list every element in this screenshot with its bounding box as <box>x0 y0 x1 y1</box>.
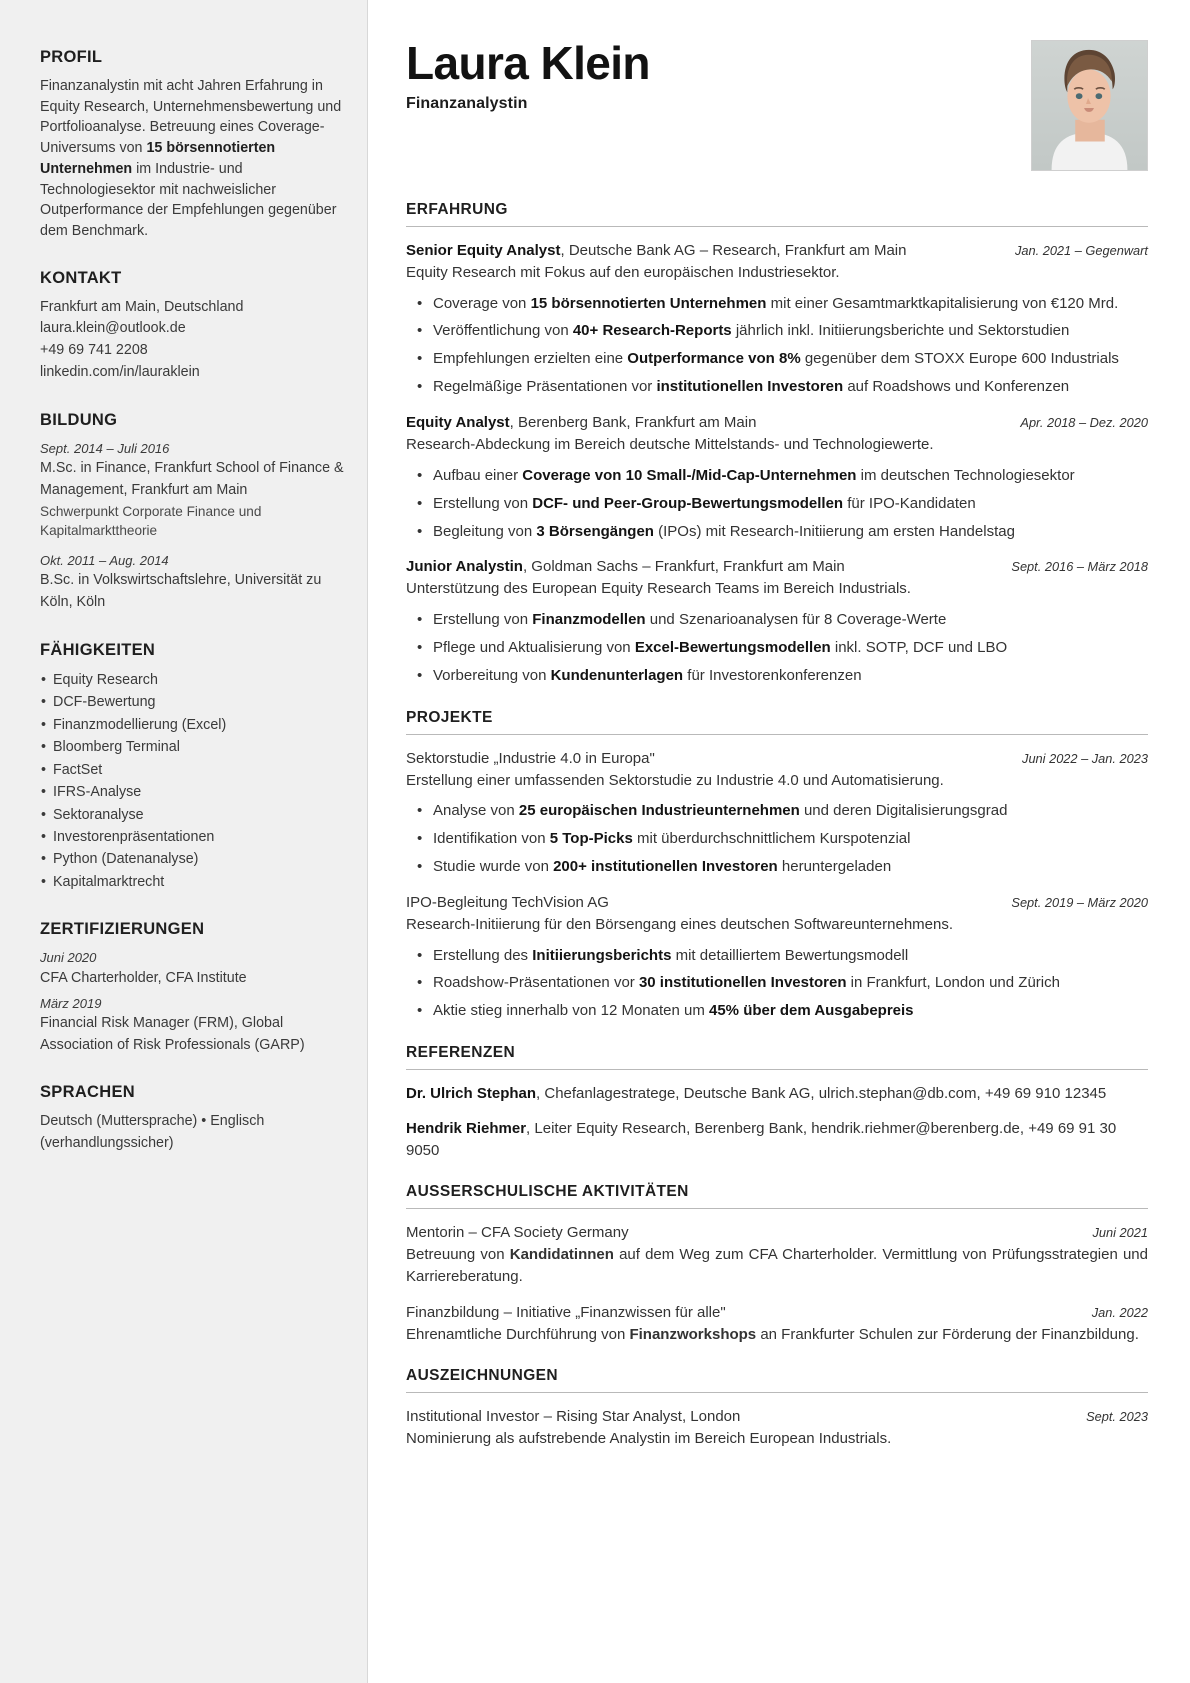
project-date: Juni 2022 – Jan. 2023 <box>1022 750 1148 766</box>
activities-section <box>406 1183 1148 1345</box>
bullet-b: institutionellen Investoren <box>656 378 844 396</box>
header-text <box>406 37 650 113</box>
sidebar <box>0 0 368 1683</box>
skills-section <box>40 641 345 893</box>
skill-item: • IFRS-Analyse <box>40 781 345 803</box>
awards-section <box>406 1367 1148 1450</box>
bullet-c: inkl. SOTP, DCF und LBO <box>830 638 1008 656</box>
skill-item: • DCF-Bewertung <box>40 691 345 713</box>
bullet-b: 45% über dem Ausgabepreis <box>709 1002 914 1020</box>
bullet-item <box>406 348 1148 370</box>
bullet-c: mit detailliertem Bewertungsmodell <box>671 946 909 964</box>
bullet-b: DCF- und Peer-Group-Bewertungsmodellen <box>532 494 844 512</box>
bullet-b: Initiierungsberichts <box>532 946 672 964</box>
bullet-c: jährlich inkl. Initiierungsberichte und Sektorstudien <box>731 322 1070 340</box>
project-bullets <box>406 945 1148 1023</box>
skills-list <box>40 669 345 893</box>
entry-title <box>406 240 906 261</box>
contact-email[interactable]: laura.klein@outlook.de <box>40 320 186 337</box>
certifications-heading: ZERTIFIZIERUNGEN <box>40 920 205 939</box>
bullet-a: Erstellung des <box>433 946 533 964</box>
contact-location: Frankfurt am Main, Deutschland <box>40 298 244 315</box>
projects-section <box>406 709 1148 1023</box>
entry-header <box>406 412 1148 433</box>
section-divider <box>406 1208 1148 1209</box>
project-title: Sektorstudie „Industrie 4.0 in Europa" <box>406 749 655 767</box>
education-note: Schwerpunkt Corporate Finance und Kapitalmarkttheorie <box>40 503 262 539</box>
bullet-c: und deren Digitalisierungsgrad <box>799 802 1008 820</box>
education-item <box>40 551 345 614</box>
bullet-a: Regelmäßige Präsentationen vor <box>433 378 657 396</box>
bullet-a: Coverage von <box>433 294 531 312</box>
bullet-item <box>406 637 1148 659</box>
certifications-section <box>40 920 345 1056</box>
bullet-c: mit überdurchschnittlichem Kurspotenzial <box>632 830 911 848</box>
skill-item: • Kapitalmarktrecht <box>40 871 345 893</box>
bullet-item <box>406 293 1148 315</box>
education-degree: M.Sc. in Finance, Frankfurt School of Finance & Management, Frankfurt am Main <box>40 460 344 498</box>
languages-text: Deutsch (Muttersprache) • Englisch (verhandlungssicher) <box>40 1113 265 1152</box>
experience-section <box>406 201 1148 687</box>
bullet-c: für Investorenkonferenzen <box>683 666 862 684</box>
activity-title: Finanzbildung – Initiative „Finanzwissen für alle" <box>406 1303 726 1321</box>
activity-entry <box>406 1222 1148 1287</box>
experience-entry <box>406 556 1148 686</box>
bullet-b: Excel-Bewertungsmodellen <box>634 638 831 656</box>
bullet-c: mit einer Gesamtmarktkapitalisierung von €120 Mrd. <box>766 294 1119 312</box>
entry-role: Junior Analystin <box>406 558 523 576</box>
references-heading: REFERENZEN <box>406 1044 516 1062</box>
bullet-item <box>406 828 1148 850</box>
bullet-item <box>406 972 1148 994</box>
skill-item: • Equity Research <box>40 669 345 691</box>
bullet-a: Analyse von <box>433 802 519 820</box>
bullet-item <box>406 800 1148 822</box>
profile-heading: PROFIL <box>40 48 103 66</box>
entry-description: Research-Abdeckung im Bereich deutsche Mittelstands- und Technologiewerte. <box>406 436 934 454</box>
reference-item <box>406 1118 1148 1162</box>
project-title: IPO-Begleitung TechVision AG <box>406 893 609 911</box>
activity-b: Finanzworkshops <box>629 1325 757 1343</box>
activity-date: Jan. 2022 <box>1091 1304 1148 1320</box>
bullet-a: Studie wurde von <box>433 858 554 876</box>
education-heading: BILDUNG <box>40 410 118 429</box>
experience-entry <box>406 240 1148 398</box>
page-title: Laura Klein <box>406 37 650 89</box>
bullet-c: auf Roadshows und Konferenzen <box>843 378 1070 396</box>
education-section <box>40 411 345 614</box>
education-date: Okt. 2011 – Aug. 2014 <box>40 552 169 568</box>
section-divider <box>406 1392 1148 1393</box>
bullet-a: Vorbereitung von <box>433 666 551 684</box>
skill-item: • Python (Datenanalyse) <box>40 848 345 870</box>
bullet-b: 40+ Research-Reports <box>572 322 732 340</box>
entry-header <box>406 1302 1148 1323</box>
profile-text <box>40 76 345 242</box>
bullet-a: Erstellung von <box>433 494 533 512</box>
education-degree: B.Sc. in Volkswirtschaftslehre, Universität zu Köln, Köln <box>40 572 322 611</box>
activity-a: Ehrenamtliche Durchführung von <box>406 1325 630 1343</box>
bullet-b: 3 Börsengängen <box>536 522 654 540</box>
section-divider <box>406 734 1148 735</box>
bullet-a: Begleitung von <box>433 522 537 540</box>
project-entry <box>406 748 1148 878</box>
bullet-c: gegenüber dem STOXX Europe 600 Industrials <box>800 350 1119 368</box>
activity-description <box>406 1324 1148 1346</box>
entry-bullets <box>406 293 1148 399</box>
skill-item: • Bloomberg Terminal <box>40 736 345 758</box>
entry-role: Equity Analyst <box>406 414 510 432</box>
award-entry <box>406 1406 1148 1450</box>
entry-bullets <box>406 609 1148 687</box>
main-column <box>368 0 1190 1683</box>
contact-heading: KONTAKT <box>40 268 122 287</box>
profile-text-2: im Industrie- und Technologiesektor mit nachweislicher Outperformance der Empfehlungen gegenüber dem Benchmark. <box>40 160 337 240</box>
certification-name: Financial Risk Manager (FRM), Global Association of Risk Professionals (GARP) <box>40 1015 305 1053</box>
bullet-item <box>406 609 1148 631</box>
education-date: Sept. 2014 – Juli 2016 <box>40 440 170 456</box>
activity-description <box>406 1244 1148 1287</box>
activities-heading: AUSSERSCHULISCHE AKTIVITÄTEN <box>406 1183 689 1201</box>
activity-c: an Frankfurter Schulen zur Förderung der Finanzbildung. <box>756 1325 1139 1343</box>
entry-header <box>406 240 1148 261</box>
bullet-a: Empfehlungen erzielten eine <box>433 350 628 368</box>
bullet-a: Erstellung von <box>433 611 533 629</box>
references-section <box>406 1044 1148 1161</box>
activity-a: Betreuung von <box>406 1246 510 1264</box>
certification-date: Juni 2020 <box>40 950 97 966</box>
entry-header <box>406 892 1148 913</box>
projects-heading: PROJEKTE <box>406 708 493 726</box>
entry-date: Jan. 2021 – Gegenwart <box>1014 243 1148 258</box>
project-description: Research-Initiierung für den Börsengang eines deutschen Softwareunternehmens. <box>406 915 954 933</box>
entry-date: Sept. 2016 – März 2018 <box>1011 559 1148 575</box>
certification-date: März 2019 <box>40 995 102 1011</box>
profile-text-1: Finanzanalystin mit acht Jahren Erfahrung in Equity Research, Unternehmensbewertung und Portfolioanalyse. Betreuung eines Coverage-Universums von <box>40 78 342 157</box>
bullet-a: Aufbau einer <box>433 466 523 484</box>
skills-heading: FÄHIGKEITEN <box>40 640 156 659</box>
bullet-item <box>406 665 1148 687</box>
bullet-c: und Szenarioanalysen für 8 Coverage-Werte <box>645 611 947 629</box>
award-title: Institutional Investor – Rising Star Analyst, London <box>406 1408 741 1426</box>
bullet-b: Outperformance von 8% <box>627 350 801 368</box>
bullet-a: Aktie stieg innerhalb von 12 Monaten um <box>433 1002 709 1020</box>
project-bullets <box>406 800 1148 878</box>
job-role: Finanzanalystin <box>406 94 528 112</box>
experience-heading: ERFAHRUNG <box>406 201 508 218</box>
bullet-c: in Frankfurt, London und Zürich <box>846 974 1060 992</box>
entry-company: , Goldman Sachs – Frankfurt, Frankfurt am Main <box>522 558 845 576</box>
activity-title: Mentorin – CFA Society Germany <box>406 1224 629 1242</box>
bullet-a: Veröffentlichung von <box>433 322 573 340</box>
bullet-a: Roadshow-Präsentationen vor <box>433 974 639 992</box>
activity-c: auf dem Weg zum CFA Charterholder. Vermittlung von Prüfungsstrategien und Karriereberatung. <box>406 1246 1148 1286</box>
entry-role: Senior Equity Analyst <box>406 242 561 259</box>
entry-header <box>406 748 1148 769</box>
project-description: Erstellung einer umfassenden Sektorstudie zu Industrie 4.0 und Automatisierung. <box>406 771 944 789</box>
bullet-b: Finanzmodellen <box>532 611 646 629</box>
languages-section <box>40 1083 345 1154</box>
bullet-item <box>406 521 1148 543</box>
certification-item <box>40 994 345 1057</box>
languages-heading: SPRACHEN <box>40 1083 135 1102</box>
bullet-a: Pflege und Aktualisierung von <box>433 638 635 656</box>
profile-bold-1: 15 börsennotierten Unternehmen <box>40 140 276 177</box>
bullet-item <box>406 320 1148 342</box>
education-item <box>40 439 345 541</box>
skill-item: • Investorenpräsentationen <box>40 826 345 848</box>
section-divider <box>406 1069 1148 1070</box>
reference-name: Hendrik Riehmer <box>406 1119 527 1137</box>
header <box>406 37 1148 171</box>
experience-entry <box>406 412 1148 542</box>
skill-item: • Sektoranalyse <box>40 804 345 826</box>
certification-item <box>40 948 345 989</box>
portrait-photo-icon <box>1032 41 1147 170</box>
bullet-c: heruntergeladen <box>777 858 892 876</box>
bullet-b: 25 europäischen Industrieunternehmen <box>518 802 800 820</box>
entry-title <box>406 556 845 577</box>
skill-item: • FactSet <box>40 759 345 781</box>
entry-bullets <box>406 465 1148 543</box>
certification-name: CFA Charterholder, CFA Institute <box>40 969 247 986</box>
activity-date: Juni 2021 <box>1092 1225 1148 1241</box>
avatar <box>1031 40 1148 171</box>
bullet-c: für IPO-Kandidaten <box>843 494 976 512</box>
reference-detail: , Leiter Equity Research, Berenberg Bank, hendrik.riehmer@berenberg.de, +49 69 91 30 9050 <box>406 1119 1117 1159</box>
bullet-b: 15 börsennotierten Unternehmen <box>530 294 767 312</box>
bullet-c: im deutschen Technologiesektor <box>856 466 1075 484</box>
contact-phone[interactable]: +49 69 741 2208 <box>40 342 148 359</box>
bullet-item <box>406 465 1148 487</box>
contact-section <box>40 269 345 384</box>
project-date: Sept. 2019 – März 2020 <box>1011 894 1148 910</box>
bullet-b: 5 Top-Picks <box>549 830 633 848</box>
project-entry <box>406 892 1148 1022</box>
profile-section <box>40 48 345 242</box>
bullet-b: 200+ institutionellen Investoren <box>553 858 778 876</box>
entry-company: , Berenberg Bank, Frankfurt am Main <box>509 414 757 432</box>
bullet-item <box>406 1000 1148 1022</box>
bullet-b: 30 institutionellen Investoren <box>638 974 847 992</box>
bullet-b: Coverage von 10 Small-/Mid-Cap-Unternehmen <box>522 466 857 484</box>
bullet-item <box>406 856 1148 878</box>
bullet-item <box>406 376 1148 398</box>
bullet-c: (IPOs) mit Research-Initiierung am ersten Handelstag <box>653 522 1015 540</box>
section-divider <box>406 226 1148 227</box>
award-date: Sept. 2023 <box>1086 1409 1148 1425</box>
reference-name: Dr. Ulrich Stephan <box>406 1085 537 1103</box>
entry-date: Apr. 2018 – Dez. 2020 <box>1020 415 1148 431</box>
bullet-a: Identifikation von <box>433 830 550 848</box>
entry-title <box>406 412 756 433</box>
entry-header <box>406 1406 1148 1427</box>
entry-company: , Deutsche Bank AG – Research, Frankfurt am Main <box>560 242 907 259</box>
awards-heading: AUSZEICHNUNGEN <box>406 1367 558 1385</box>
entry-description: Equity Research mit Fokus auf den europäischen Industriesektor. <box>406 264 840 281</box>
award-description: Nominierung als aufstrebende Analystin im Bereich European Industrials. <box>406 1430 892 1448</box>
entry-header <box>406 556 1148 577</box>
skill-item: • Finanzmodellierung (Excel) <box>40 714 345 736</box>
reference-detail: , Chefanlagestratege, Deutsche Bank AG, ulrich.stephan@db.com, +49 69 910 12345 <box>536 1085 1107 1103</box>
bullet-b: Kundenunterlagen <box>550 666 684 684</box>
activity-b: Kandidatinnen <box>509 1246 614 1264</box>
bullet-item <box>406 945 1148 967</box>
activity-entry <box>406 1302 1148 1346</box>
entry-header <box>406 1222 1148 1243</box>
bullet-item <box>406 493 1148 515</box>
contact-linkedin[interactable]: linkedin.com/in/lauraklein <box>40 363 200 380</box>
entry-description: Unterstützung des European Equity Research Teams im Bereich Industrials. <box>406 580 911 598</box>
reference-item <box>406 1083 1148 1105</box>
